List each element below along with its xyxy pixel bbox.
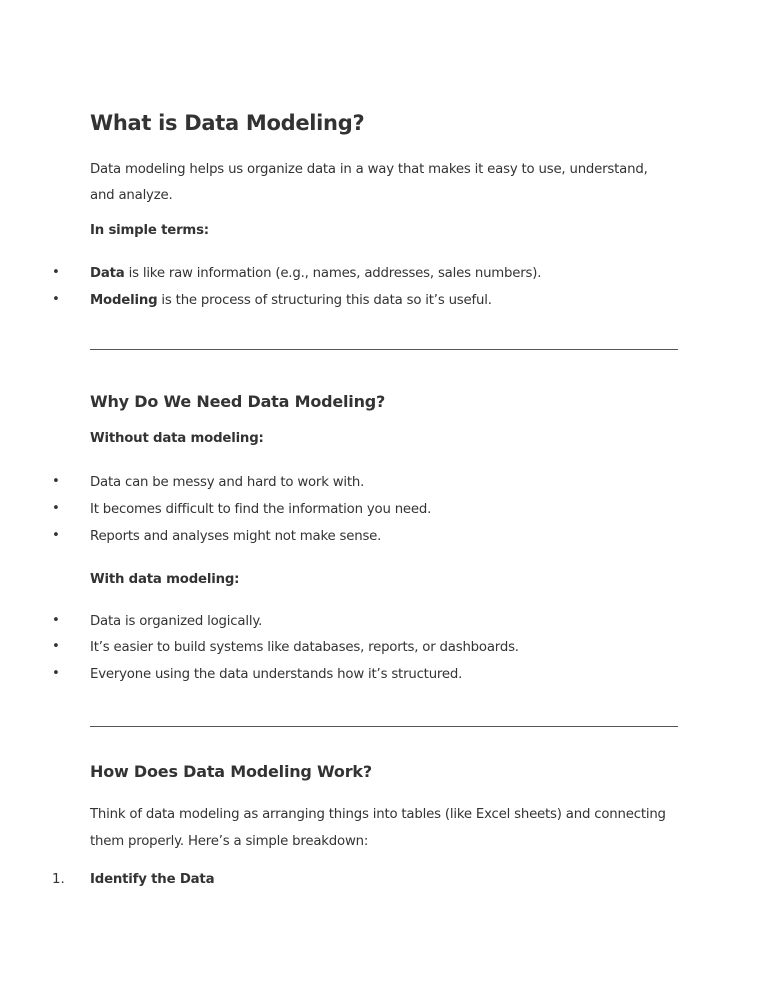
- bullet-icon: •: [52, 639, 60, 654]
- term: Data: [90, 266, 125, 281]
- intro-paragraph-line2: and analyze.: [90, 188, 173, 203]
- heading-what-is-data-modeling: What is Data Modeling?: [90, 111, 365, 135]
- step-label: Identify the Data: [90, 872, 215, 887]
- list-item: Everyone using the data understands how it’s structured.: [90, 667, 463, 682]
- bullet-icon: •: [52, 265, 60, 280]
- divider: [90, 726, 678, 727]
- list-item: Data is organized logically.: [90, 614, 263, 629]
- list-item: [90, 288, 492, 314]
- how-paragraph-line2: them properly. Here’s a simple breakdown:: [90, 834, 369, 849]
- bullet-icon: •: [52, 292, 60, 307]
- subheading-simple-terms: In simple terms:: [90, 223, 209, 238]
- divider: [90, 349, 678, 350]
- list-item: It’s easier to build systems like databases, reports, or dashboards.: [90, 640, 519, 655]
- bullet-icon: •: [52, 613, 60, 628]
- subheading-without: Without data modeling:: [90, 431, 264, 446]
- subheading-with: With data modeling:: [90, 572, 240, 587]
- bullet-icon: •: [52, 666, 60, 681]
- definition: is the process of structuring this data so it’s useful.: [157, 293, 492, 308]
- definition: is like raw information (e.g., names, addresses, sales numbers).: [124, 266, 542, 281]
- step-number: 1.: [52, 872, 65, 887]
- bullet-icon: •: [52, 501, 60, 516]
- heading-why-data-modeling: Why Do We Need Data Modeling?: [90, 392, 386, 411]
- heading-how-data-modeling-works: How Does Data Modeling Work?: [90, 762, 372, 781]
- bullet-icon: •: [52, 528, 60, 543]
- intro-paragraph-line1: Data modeling helps us organize data in a way that makes it easy to use, understand,: [90, 162, 648, 177]
- how-paragraph-line1: Think of data modeling as arranging things into tables (like Excel sheets) and connecting: [90, 807, 666, 822]
- bullet-icon: •: [52, 474, 60, 489]
- list-item: Data can be messy and hard to work with.: [90, 475, 365, 490]
- list-item: It becomes difficult to find the information you need.: [90, 502, 432, 517]
- list-item: [90, 261, 541, 287]
- term: Modeling: [90, 293, 158, 308]
- list-item: Reports and analyses might not make sense.: [90, 529, 382, 544]
